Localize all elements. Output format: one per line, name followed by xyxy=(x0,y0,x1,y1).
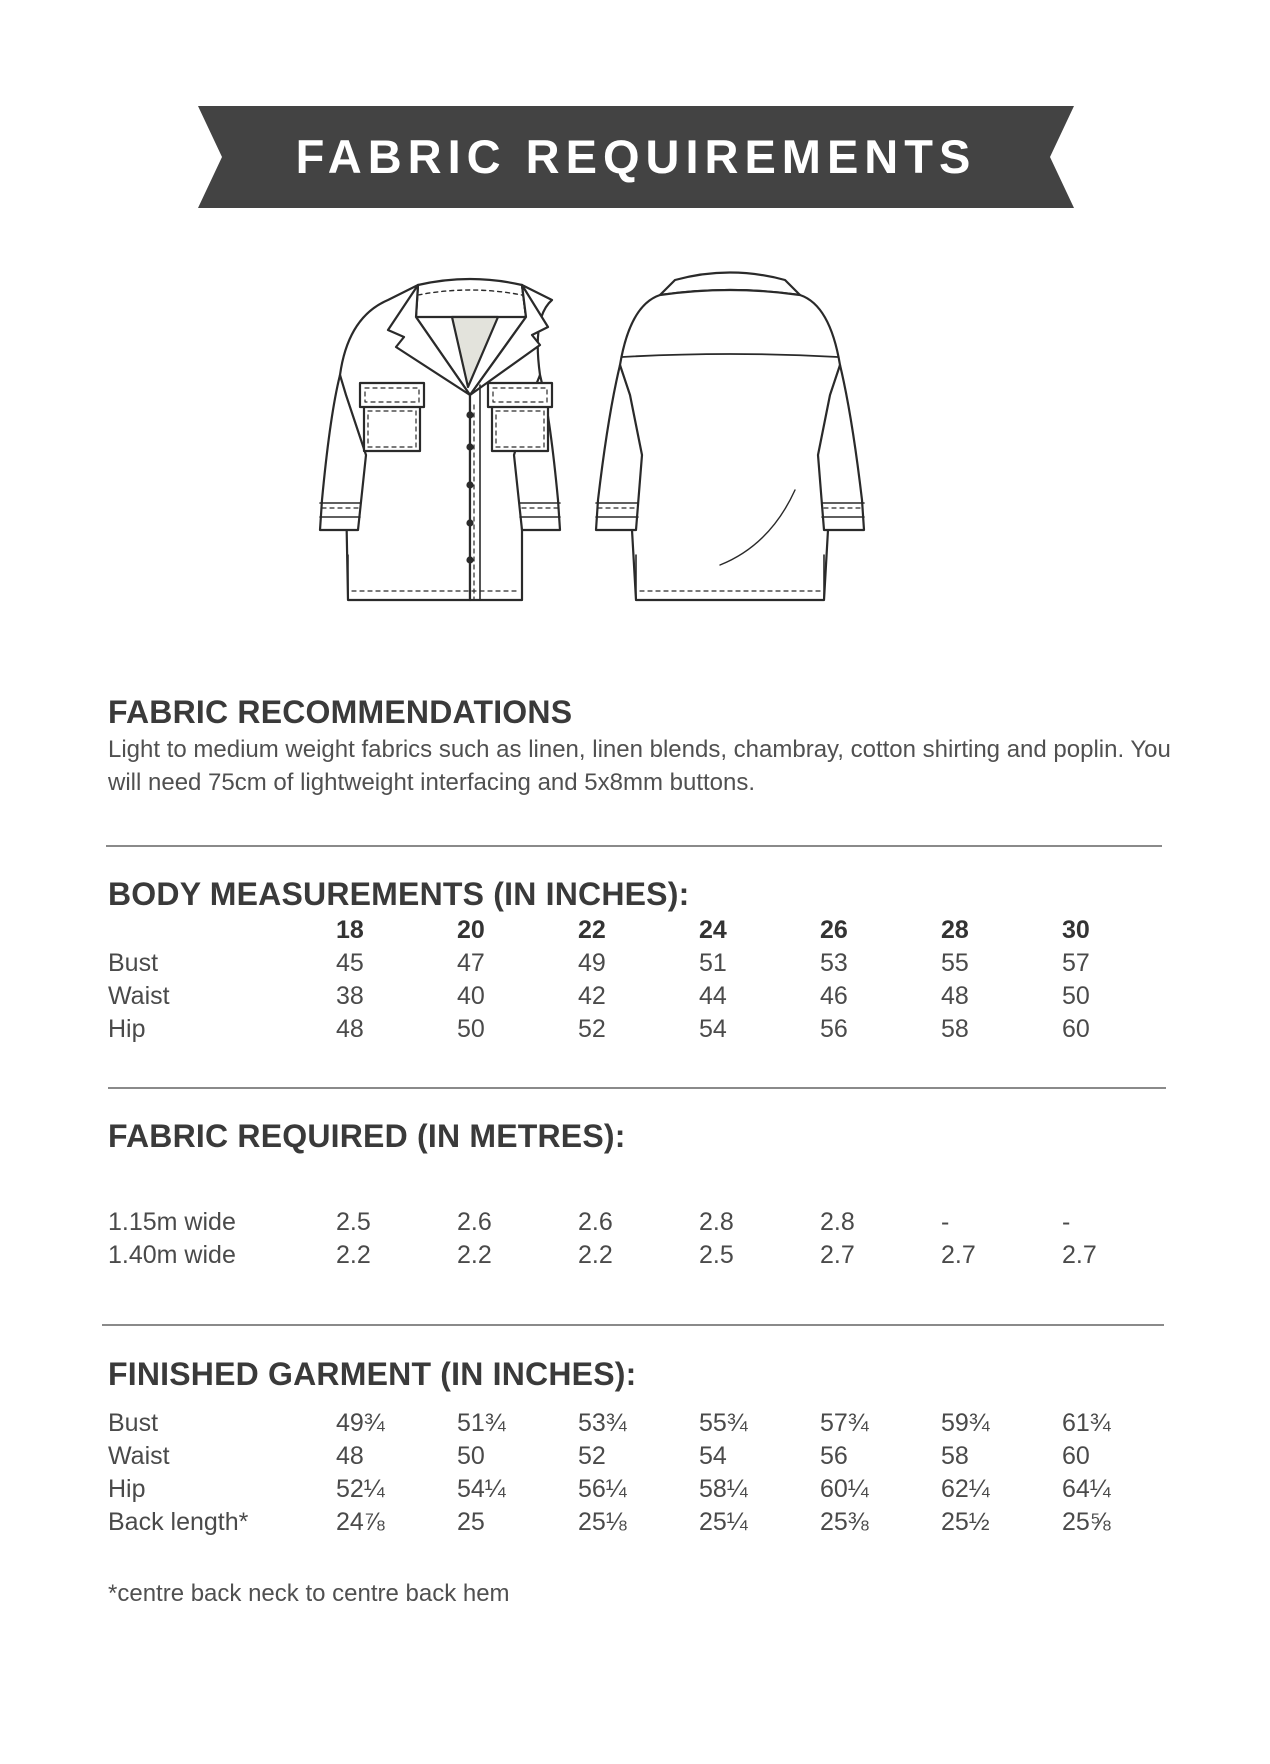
size-header: 22 xyxy=(578,916,606,944)
size-header-row xyxy=(108,914,1183,947)
table-cell: 61¾ xyxy=(1062,1409,1111,1437)
table-cell: 64¼ xyxy=(1062,1475,1111,1503)
table-cell: 2.8 xyxy=(699,1208,734,1236)
fabric-recommendations-heading: FABRIC RECOMMENDATIONS xyxy=(108,694,573,730)
table-cell: 60¼ xyxy=(820,1475,869,1503)
shirt-back-drawing xyxy=(596,273,864,601)
table-cell: 24⅞ xyxy=(336,1508,385,1536)
table-cell: 52 xyxy=(578,1442,606,1470)
table-cell: 54 xyxy=(699,1015,727,1043)
size-header: 26 xyxy=(820,916,848,944)
table-cell: 25½ xyxy=(941,1508,990,1536)
table-cell: 62¼ xyxy=(941,1475,990,1503)
table-cell: 48 xyxy=(336,1442,364,1470)
body-measurements-heading: BODY MEASUREMENTS (IN INCHES): xyxy=(108,876,690,912)
row-label: Hip xyxy=(108,1475,146,1503)
table-cell: 45 xyxy=(336,949,364,977)
size-header: 24 xyxy=(699,916,727,944)
table-cell: 50 xyxy=(1062,982,1090,1010)
row-label: Waist xyxy=(108,1442,170,1470)
table-cell: 25 xyxy=(457,1508,485,1536)
table-cell: 48 xyxy=(336,1015,364,1043)
table-cell: 2.6 xyxy=(457,1208,492,1236)
table-cell: 38 xyxy=(336,982,364,1010)
table-cell: 52¼ xyxy=(336,1475,385,1503)
fabric-required-heading: FABRIC REQUIRED (IN METRES): xyxy=(108,1118,626,1154)
table-cell: 2.6 xyxy=(578,1208,613,1236)
table-cell: 48 xyxy=(941,982,969,1010)
row-label: Hip xyxy=(108,1015,146,1043)
row-label: Back length* xyxy=(108,1508,249,1536)
size-header: 30 xyxy=(1062,916,1090,944)
table-row xyxy=(108,1239,1183,1272)
size-header-label xyxy=(108,914,336,947)
table-cell: 54¼ xyxy=(457,1475,506,1503)
divider xyxy=(106,845,1162,847)
table-cell: 46 xyxy=(820,982,848,1010)
table-row xyxy=(108,1407,1183,1440)
table-cell: 59¾ xyxy=(941,1409,990,1437)
table-cell: 47 xyxy=(457,949,485,977)
table-cell: 25⅜ xyxy=(820,1508,869,1536)
shirt-illustrations xyxy=(300,255,980,625)
table-cell: 2.2 xyxy=(578,1241,613,1269)
table-cell: 25¼ xyxy=(699,1508,748,1536)
table-cell: 56 xyxy=(820,1442,848,1470)
table-row xyxy=(108,1506,1183,1539)
divider xyxy=(108,1087,1166,1089)
row-label: Bust xyxy=(108,949,159,977)
fabric-required-table xyxy=(108,1206,1183,1272)
table-cell: 50 xyxy=(457,1442,485,1470)
table-row xyxy=(108,1440,1183,1473)
table-cell: 49 xyxy=(578,949,606,977)
row-label: 1.15m wide xyxy=(108,1208,236,1236)
footnote: *centre back neck to centre back hem xyxy=(108,1580,510,1607)
table-cell: 57¾ xyxy=(820,1409,869,1437)
finished-garment-heading: FINISHED GARMENT (IN INCHES): xyxy=(108,1356,637,1392)
page-title: FABRIC REQUIREMENTS xyxy=(295,130,977,183)
table-row xyxy=(108,947,1183,980)
table-row xyxy=(108,1206,1183,1239)
table-cell: - xyxy=(941,1208,950,1236)
table-cell: 56¼ xyxy=(578,1475,627,1503)
table-cell: 58¼ xyxy=(699,1475,748,1503)
size-header: 18 xyxy=(336,916,364,944)
divider xyxy=(102,1324,1164,1326)
table-cell: 55 xyxy=(941,949,969,977)
row-label: Waist xyxy=(108,982,170,1010)
table-cell: 55¾ xyxy=(699,1409,748,1437)
table-cell: 50 xyxy=(457,1015,485,1043)
table-cell: 49¾ xyxy=(336,1409,385,1437)
table-row xyxy=(108,1473,1183,1506)
table-cell: 2.7 xyxy=(1062,1241,1097,1269)
table-cell: 2.2 xyxy=(336,1241,371,1269)
table-cell: 58 xyxy=(941,1442,969,1470)
table-cell: 25⅛ xyxy=(578,1508,627,1536)
table-cell: 54 xyxy=(699,1442,727,1470)
table-row xyxy=(108,1013,1183,1046)
row-label: 1.40m wide xyxy=(108,1241,236,1269)
table-cell: 51 xyxy=(699,949,727,977)
table-cell: 42 xyxy=(578,982,606,1010)
fabric-recommendations-text: Light to medium weight fabrics such as linen, linen blends, chambray, cotton shirting and poplin. You will need 75cm of lightweight interfacing and 5x8mm buttons. xyxy=(108,736,1171,796)
table-cell: 2.8 xyxy=(820,1208,855,1236)
table-cell: 57 xyxy=(1062,949,1090,977)
table-cell: 58 xyxy=(941,1015,969,1043)
table-cell: 2.2 xyxy=(457,1241,492,1269)
table-cell: 44 xyxy=(699,982,727,1010)
size-header: 20 xyxy=(457,916,485,944)
table-row xyxy=(108,980,1183,1013)
table-cell: 53 xyxy=(820,949,848,977)
table-cell: 2.5 xyxy=(336,1208,371,1236)
table-cell: 25⅝ xyxy=(1062,1508,1111,1536)
table-cell: 53¾ xyxy=(578,1409,627,1437)
table-cell: 60 xyxy=(1062,1442,1090,1470)
table-cell: - xyxy=(1062,1208,1071,1236)
table-cell: 52 xyxy=(578,1015,606,1043)
table-cell: 56 xyxy=(820,1015,848,1043)
table-cell: 40 xyxy=(457,982,485,1010)
finished-garment-table xyxy=(108,1407,1183,1539)
table-cell: 2.7 xyxy=(941,1241,976,1269)
shirt-front-drawing xyxy=(320,279,560,600)
row-label: Bust xyxy=(108,1409,159,1437)
body-measurements-table xyxy=(108,914,1183,1046)
table-cell: 2.5 xyxy=(699,1241,734,1269)
title-banner xyxy=(198,106,1074,208)
table-cell: 51¾ xyxy=(457,1409,506,1437)
size-header: 28 xyxy=(941,916,969,944)
table-cell: 60 xyxy=(1062,1015,1090,1043)
table-cell: 2.7 xyxy=(820,1241,855,1269)
